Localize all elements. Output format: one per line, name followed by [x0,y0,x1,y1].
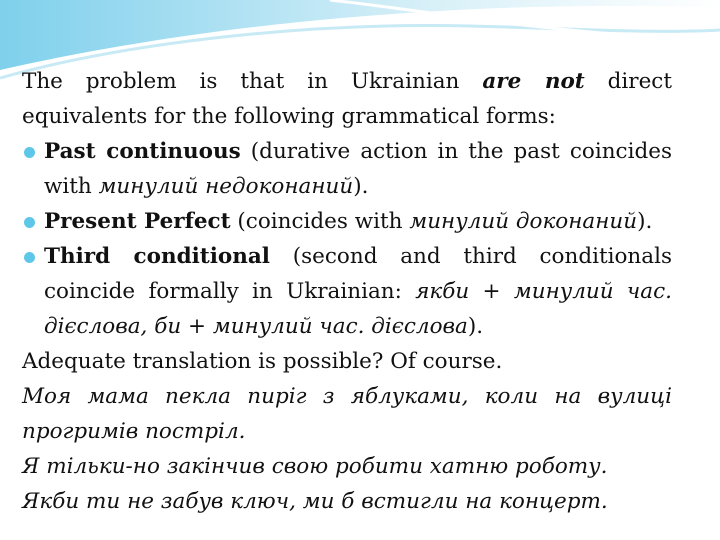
bullet-dot-icon [24,147,35,158]
example-2: Я тільки-но закінчив свою робити хатню роботу. [22,454,608,479]
intro-emphasis: are not [482,69,585,94]
bullet-third-conditional [22,239,672,344]
intro-text-a: The problem is that in Ukrainian [22,69,483,94]
slide-content [22,64,672,519]
bullet-ukrainian: минулий недоконаний [98,174,354,199]
bullet-text-b: ). [353,174,369,199]
intro-paragraph [22,64,672,134]
bullet-term: Third conditional [44,244,270,269]
bullet-term: Past continuous [44,139,241,164]
bullet-text-b: ). [637,209,653,234]
bullet-text-a: (durative action in the past coincides with [44,139,672,199]
bullet-ukrainian: якби + минулий час. дієслова, би + минулий час. дієслова [44,279,672,339]
example-1: Моя мама пекла пиріг з яблуками, коли на вулиці прогримів постріл. [22,384,672,444]
bullet-ukrainian: минулий доконаний [409,209,638,234]
bullet-term: Present Perfect [44,209,231,234]
example-3: Якби ти не забув ключ, ми б встигли на концерт. [22,489,608,514]
bullet-present-perfect [22,204,672,239]
bullet-dot-icon [24,252,35,263]
bullet-text-b: ). [467,314,484,339]
bullet-dot-icon [24,217,35,228]
adequate-translation-line: Adequate translation is possible? Of course. [22,349,503,374]
intro-text-b: direct equivalents for the following grammatical forms: [22,69,672,129]
bullet-past-continuous [22,134,672,204]
bullet-text-a: (coincides with [230,209,410,234]
bullet-text-a: (second and third conditionals coincide formally in Ukrainian: [44,244,672,304]
